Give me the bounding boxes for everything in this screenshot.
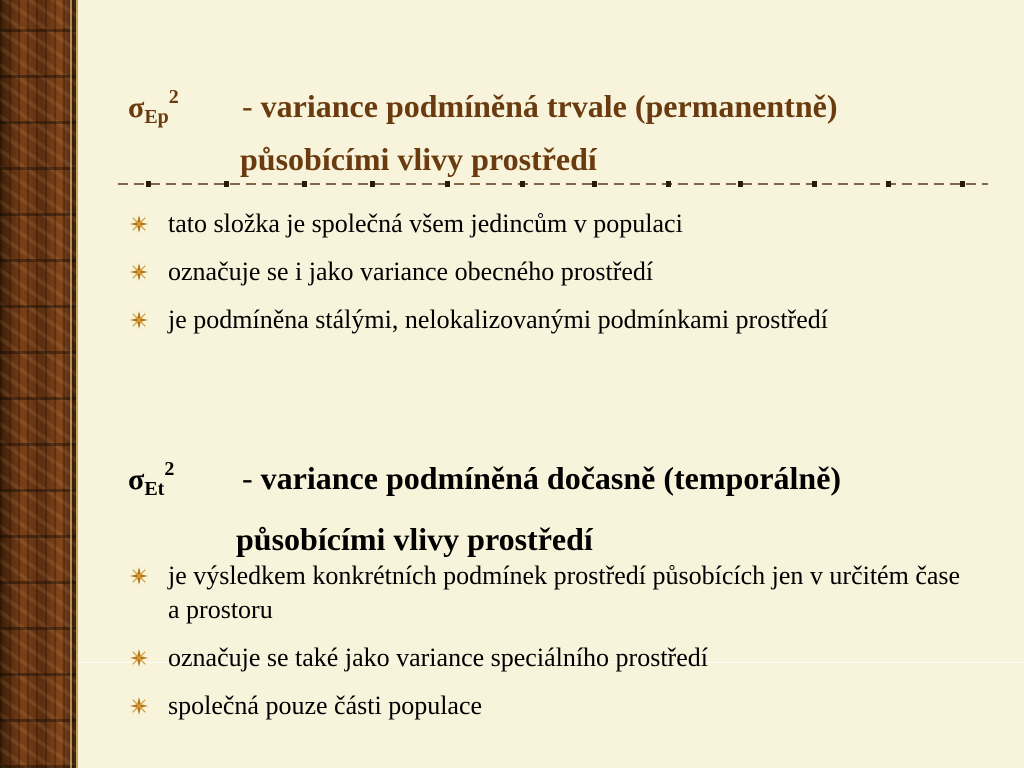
section2-heading-line2: působícími vlivy prostředí	[236, 521, 593, 557]
sparkle-bullet-icon	[130, 311, 148, 329]
sigma-symbol: σ	[128, 463, 145, 496]
sparkle-bullet-icon	[130, 215, 148, 233]
bullet-text: tato složka je společná všem jedincům v populaci	[168, 209, 683, 238]
bullet-text: společná pouze části populace	[168, 691, 483, 720]
symbol-subscript: Ep	[144, 106, 169, 128]
sparkle-bullet-icon	[130, 649, 148, 667]
sigma-symbol: σ	[128, 91, 145, 124]
bullet-text: je výsledkem konkrétních podmínek prostředí působících jen v určitém čase a prostoru	[168, 561, 961, 624]
sparkle-bullet-icon	[130, 263, 148, 281]
list-item	[130, 207, 970, 241]
symbol-superscript: 2	[168, 86, 179, 108]
list-item	[130, 641, 970, 675]
bullet-text: je podmíněna stálými, nelokalizovanými podmínkami prostředí	[168, 305, 828, 334]
list-item	[130, 255, 970, 289]
section1-heading-line1: variance podmíněná trvale (permanentně)	[260, 88, 838, 124]
heading-dash: -	[242, 460, 253, 496]
list-item	[130, 303, 970, 337]
section1-symbol	[128, 76, 236, 138]
sparkle-bullet-icon	[130, 567, 148, 585]
dash-dot-divider	[118, 178, 988, 190]
list-item	[130, 559, 970, 627]
decorative-wood-sidebar	[0, 0, 78, 768]
symbol-superscript: 2	[164, 458, 175, 480]
sparkle-bullet-icon	[130, 697, 148, 715]
section2-symbol	[128, 448, 236, 510]
symbol-subscript: Et	[144, 478, 165, 500]
section2-heading-line1: variance podmíněná dočasně (temporálně)	[260, 460, 842, 496]
heading-dash: -	[242, 88, 253, 124]
bullet-text: označuje se i jako variance obecného prostředí	[168, 257, 654, 286]
section1-bullet-list	[130, 207, 970, 351]
section2-heading	[128, 448, 841, 560]
section2-bullet-list	[130, 559, 970, 737]
list-item	[130, 689, 970, 723]
section1-heading-line2: působícími vlivy prostředí	[240, 141, 597, 177]
section1-heading	[128, 76, 837, 180]
section2-heading-line1-wrap	[128, 448, 841, 510]
bullet-text: označuje se také jako variance speciálního prostředí	[168, 643, 708, 672]
